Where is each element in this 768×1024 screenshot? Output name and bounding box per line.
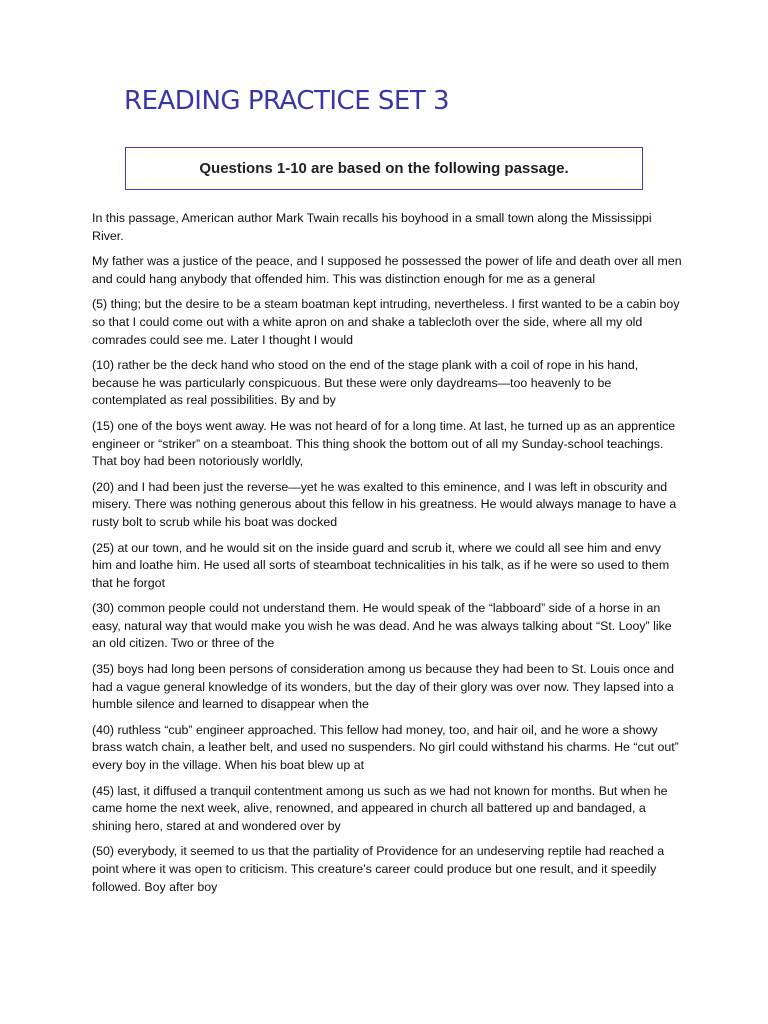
passage-paragraph: (50) everybody, it seemed to us that the partiality of Providence for an undeserving reptile had reached a point where it was open to criticism. This creature’s career could produce but one result, and it speedily followed. Boy after boy — [92, 844, 665, 894]
passage-paragraph: (40) ruthless “cub” engineer approached. This fellow had money, too, and hair oil, and he wore a showy brass watch chain, a leather belt, and used no suspenders. No girl could withstand his charms. He “cut out” every boy in the village. When his boat blew up at — [92, 722, 679, 773]
passage-paragraph: (35) boys had long been persons of consideration among us because they had been to St. Louis once and had a vague general knowledge of its wonders, but the day of their glory was over now. They lapsed into a humble silence and learned to disappear when the — [92, 662, 675, 712]
passage-paragraph: (10) rather be the deck hand who stood on the end of the stage plank with a coil of rope in his hand, because he was particularly conspicuous. But these were only daydreams—too heavenly to be contemplated as real possibilities. By and by — [92, 358, 639, 408]
passage-paragraph: (20) and I had been just the reverse—yet he was exalted to this eminence, and I was left in obscurity and misery. There was nothing generous about this fellow in his greatness. He would always manage to have a rusty bolt to scrub while his boat was docked — [92, 479, 677, 529]
passage-paragraph: (5) thing; but the desire to be a steam boatman kept intruding, nevertheless. I first wanted to be a cabin boy so that I could come out with a white apron on and shake a tablecloth over the side, where all my old comrades could see me. Later I thought I would — [92, 297, 680, 347]
passage-paragraph: My father was a justice of the peace, and I supposed he possessed the power of life and death over all men and could hang anybody that offended him. This was distinction enough for me as a general — [92, 254, 682, 286]
page-title: READING PRACTICE SET 3 — [124, 86, 450, 116]
passage-paragraph: (45) last, it diffused a tranquil contentment among us such as we had not known for months. But when he came home the next week, alive, renowned, and appeared in church all battered up and bandaged, a shining hero, stared at and wondered over by — [92, 783, 668, 833]
questions-box — [125, 147, 643, 190]
passage — [92, 210, 684, 904]
passage-paragraph: (30) common people could not understand them. He would speak of the “labboard” side of a horse in an easy, natural way that would make you wish he was dead. And he was always talking about “St. Looy” like an old citizen. Two or three of the — [92, 601, 672, 651]
passage-paragraph: (15) one of the boys went away. He was not heard of for a long time. At last, he turned up as an apprentice engineer or “striker” on a steamboat. This thing shook the bottom out of all my Sunday-school teachings. That boy had been notoriously worldly, — [92, 418, 676, 469]
passage-intro: In this passage, American author Mark Twain recalls his boyhood in a small town along the Mississippi River. — [92, 211, 652, 243]
questions-note: Questions 1-10 are based on the following passage. — [199, 160, 569, 177]
passage-paragraph: (25) at our town, and he would sit on the inside guard and scrub it, where we could all see him and envy him and loathe him. He used all sorts of steamboat technicalities in his talk, as if he were so used to them that he forgot — [92, 540, 670, 590]
